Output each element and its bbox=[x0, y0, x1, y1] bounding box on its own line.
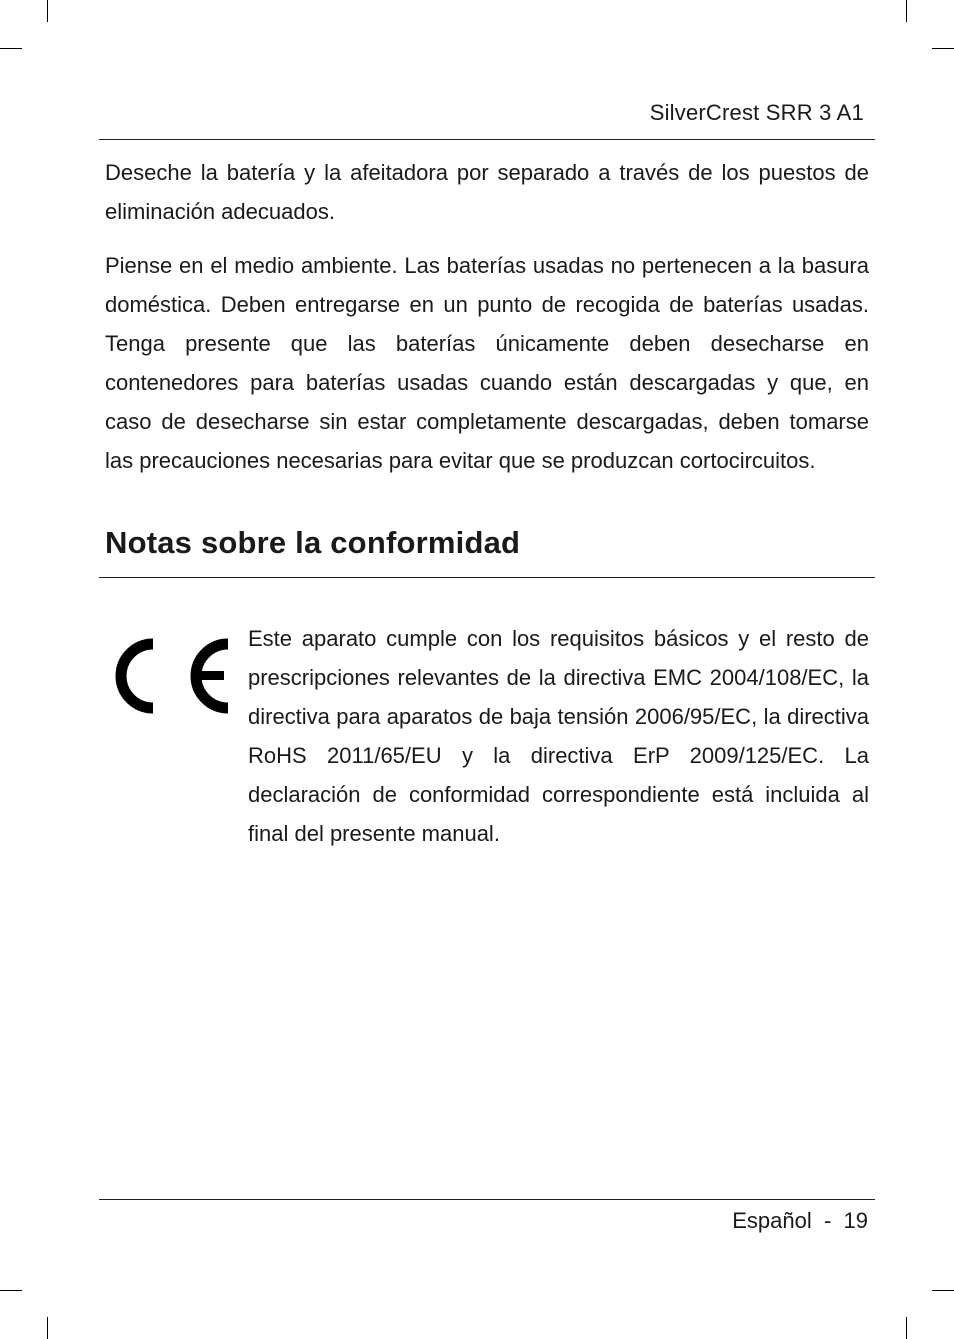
footer-rule bbox=[99, 1199, 875, 1200]
crop-mark bbox=[906, 1317, 907, 1339]
crop-mark bbox=[906, 0, 907, 22]
crop-mark bbox=[47, 1317, 48, 1339]
environment-paragraph: Piense en el medio ambiente. Las baterías usadas no pertenecen a la basura doméstica. Deben entregarse en un punto de recogida de baterías usadas. Tenga presente que las baterías únicamente deben desecharse en contenedores para baterías usadas cuando están descargadas y que, en caso de desecharse sin estar completamente descargadas, deben tomarse las precauciones necesarias para evitar que se produzcan cortocircuitos. bbox=[105, 253, 869, 473]
section-rule bbox=[99, 577, 875, 578]
crop-mark bbox=[932, 1290, 954, 1291]
page-number: 19 bbox=[843, 1208, 868, 1233]
crop-mark bbox=[0, 1290, 22, 1291]
page-footer bbox=[732, 1208, 868, 1234]
conformity-paragraph: Este aparato cumple con los requisitos básicos y el resto de prescripciones relevantes de la directiva EMC 2004/108/EC, la directiva para aparatos de baja tensión 2006/95/EC, la directiva RoHS 2011/65/EU y la directiva ErP 2009/125/EC. La declaración de conformidad correspondiente está incluida al final del presente manual. bbox=[248, 626, 869, 846]
header-rule bbox=[99, 139, 875, 140]
crop-mark bbox=[0, 48, 22, 49]
crop-mark bbox=[47, 0, 48, 22]
footer-language: Español bbox=[732, 1208, 812, 1233]
ce-mark-icon bbox=[108, 630, 234, 722]
section-title: Notas sobre la conformidad bbox=[105, 525, 521, 560]
page-header-product: SilverCrest SRR 3 A1 bbox=[649, 100, 864, 125]
disposal-paragraph: Deseche la batería y la afeitadora por separado a través de los puestos de eliminación adecuados. bbox=[105, 160, 869, 224]
crop-mark bbox=[932, 48, 954, 49]
footer-separator: - bbox=[823, 1208, 832, 1233]
